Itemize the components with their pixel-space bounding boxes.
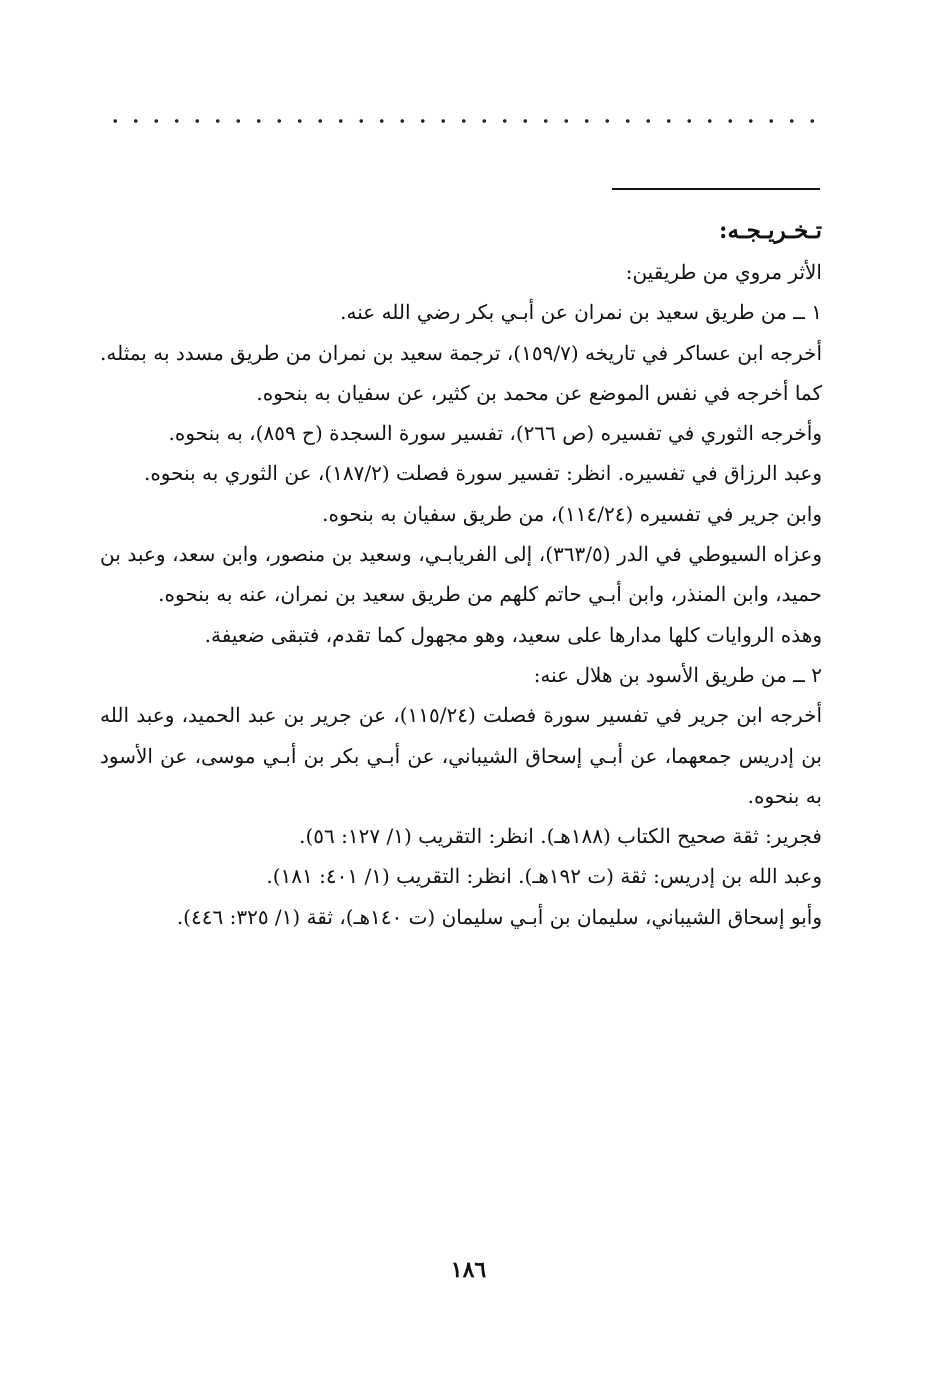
paragraph: فجرير: ثقة صحيح الكتاب (١٨٨هـ). انظر: التقريب (١/ ١٢٧: ٥٦). [299,824,822,849]
paragraph: وعبد الرزاق في تفسيره. انظر: تفسير سورة فصلت (١٨٧/٢)، عن الثوري به بنحوه. [143,461,822,486]
paragraph: ٢ ــ من طريق الأسود بن هلال عنه: [533,662,822,687]
paragraph: وأخرجه الثوري في تفسيره (ص ٢٦٦)، تفسير سورة السجدة (ح ٨٥٩)، به بنحوه. [168,421,822,446]
paragraph: وعبد الله بن إدريس: ثقة (ت ١٩٢هـ). انظر: التقريب (١/ ٤٠١: ١٨١). [266,864,822,889]
paragraph: كما أخرجه في نفس الموضع عن محمد بن كثير، عن سفيان به بنحوه. [256,380,822,405]
paragraph: وهذه الروايات كلها مدارها على سعيد، وهو مجهول كما تقدم، فتبقى ضعيفة. [204,622,822,647]
footnote-rule [612,188,820,190]
paragraph: وابن جرير في تفسيره (١١٤/٢٤)، من طريق سفيان به بنحوه. [322,501,822,526]
section-heading: تـخـريـجـه: [719,217,822,244]
paragraph: أخرجه ابن عساكر في تاريخه (١٥٩/٧)، ترجمة سعيد بن نمران من طريق مسدد به بمثله. [100,340,822,365]
dotted-separator [105,118,820,124]
takhrij-section [100,212,822,937]
paragraph: وعزاه السيوطي في الدر (٣٦٣/٥)، إلى الفريابـي، وسعيد بن منصور، وابن سعد، وعبد بن حميد، وابن المنذر، وابن أبـي حاتم كلهم من طريق سعيد بن نمران، عنه به بنحوه. [100,542,822,607]
paragraph: الأثر مروي من طريقين: [625,260,822,284]
page-number: ١٨٦ [450,1257,487,1283]
paragraph: ١ ــ من طريق سعيد بن نمران عن أبـي بكر رضي الله عنه. [340,300,822,325]
paragraph: وأبو إسحاق الشيباني، سليمان بن أبـي سليمان (ت ١٤٠هـ)، ثقة (١/ ٣٢٥: ٤٤٦). [176,904,822,929]
paragraph: أخرجه ابن جرير في تفسير سورة فصلت (١١٥/٢٤)، عن جرير بن عبد الحميد، وعبد الله بن إدريس جمعهما، عن أبـي إسحاق الشيباني، عن أبـي بكر بن أبـي موسى، عن الأسود به بنحوه. [100,703,823,808]
